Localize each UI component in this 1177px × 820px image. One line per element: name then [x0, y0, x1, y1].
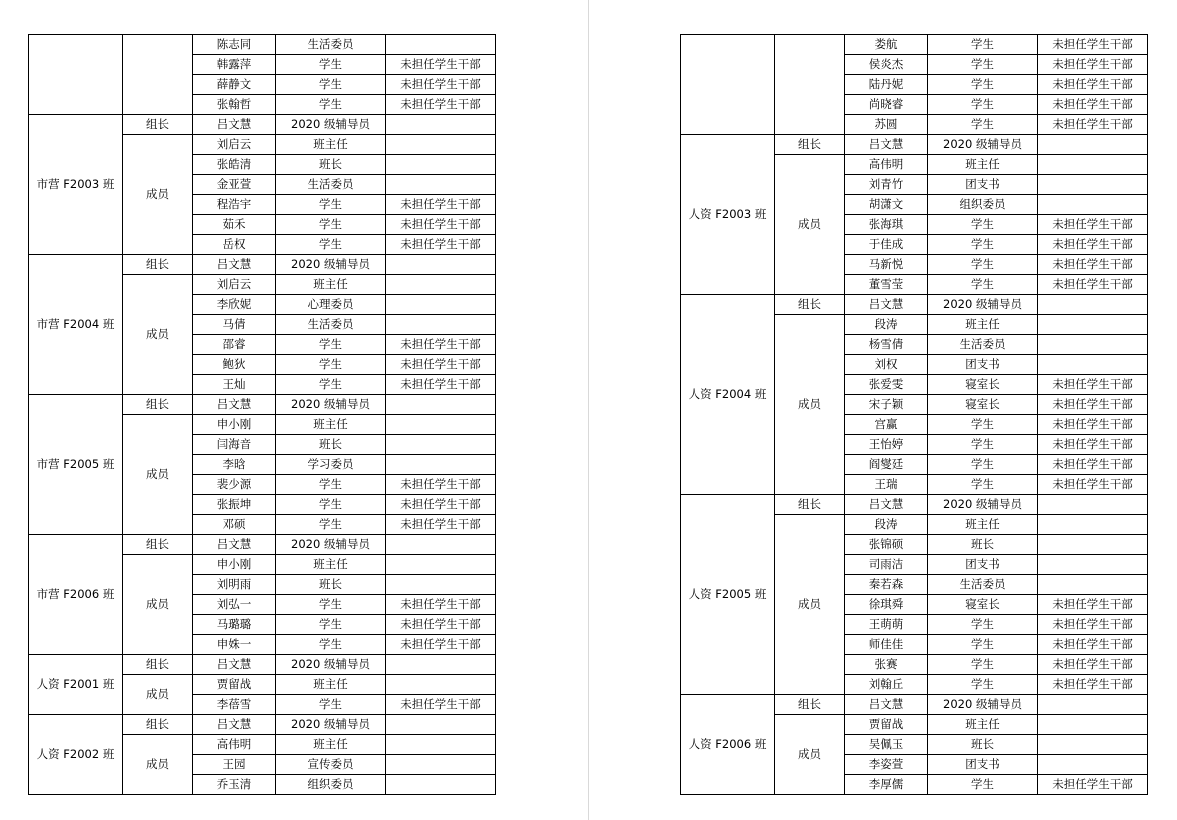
position-cell: 学生: [276, 355, 386, 375]
name-cell: 吕文慧: [845, 495, 928, 515]
note-cell: [1038, 695, 1148, 715]
name-cell: 尚晓睿: [845, 95, 928, 115]
note-cell: 未担任学生干部: [1038, 615, 1148, 635]
position-cell: 学生: [276, 615, 386, 635]
position-cell: 学生: [928, 75, 1038, 95]
class-name-cell: 人资 F2001 班: [29, 655, 123, 715]
name-cell: 吕文慧: [845, 695, 928, 715]
name-cell: 刘启云: [193, 275, 276, 295]
name-cell: 刘权: [845, 355, 928, 375]
position-cell: 生活委员: [276, 35, 386, 55]
position-cell: 学生: [276, 235, 386, 255]
name-cell: 张爱雯: [845, 375, 928, 395]
table-row: [29, 255, 496, 275]
name-cell: 裴少源: [193, 475, 276, 495]
position-cell: 班主任: [276, 135, 386, 155]
note-cell: [1038, 175, 1148, 195]
position-cell: 班主任: [928, 715, 1038, 735]
name-cell: 吕文慧: [193, 535, 276, 555]
note-cell: 未担任学生干部: [386, 195, 496, 215]
note-cell: [1038, 495, 1148, 515]
position-cell: 学生: [276, 515, 386, 535]
position-cell: 团支书: [928, 175, 1038, 195]
name-cell: 乔玉清: [193, 775, 276, 795]
position-cell: 学生: [928, 275, 1038, 295]
position-cell: 班长: [928, 735, 1038, 755]
class-name-cell: 人资 F2004 班: [681, 295, 775, 495]
name-cell: 张振坤: [193, 495, 276, 515]
document-page-right: [589, 0, 1177, 820]
position-cell: 学生: [928, 635, 1038, 655]
class-name-cell: 人资 F2002 班: [29, 715, 123, 795]
position-cell: 学生: [928, 455, 1038, 475]
position-cell: 寝室长: [928, 375, 1038, 395]
position-cell: 2020 级辅导员: [276, 655, 386, 675]
role-label-cell: 组长: [123, 535, 193, 555]
position-cell: 学生: [928, 235, 1038, 255]
position-cell: 2020 级辅导员: [928, 495, 1038, 515]
note-cell: 未担任学生干部: [386, 595, 496, 615]
name-cell: 王怡婷: [845, 435, 928, 455]
note-cell: [386, 715, 496, 735]
class-name-cell: 人资 F2003 班: [681, 135, 775, 295]
name-cell: 陆丹妮: [845, 75, 928, 95]
table-row: [29, 35, 496, 55]
name-cell: 李蓓雪: [193, 695, 276, 715]
position-cell: 学生: [928, 615, 1038, 635]
role-label-cell: 成员: [123, 275, 193, 395]
name-cell: 徐琪舜: [845, 595, 928, 615]
name-cell: 宋子颖: [845, 395, 928, 415]
position-cell: 学生: [928, 435, 1038, 455]
name-cell: 邓硕: [193, 515, 276, 535]
note-cell: [386, 175, 496, 195]
class-roster-table: [28, 34, 496, 795]
position-cell: 生活委员: [276, 175, 386, 195]
name-cell: 吕文慧: [193, 715, 276, 735]
name-cell: 李姿萱: [845, 755, 928, 775]
class-name-cell: [681, 35, 775, 135]
note-cell: 未担任学生干部: [1038, 275, 1148, 295]
role-label-cell: 成员: [123, 555, 193, 655]
note-cell: [386, 675, 496, 695]
note-cell: [1038, 155, 1148, 175]
name-cell: 李欣妮: [193, 295, 276, 315]
note-cell: 未担任学生干部: [386, 475, 496, 495]
name-cell: 张皓清: [193, 155, 276, 175]
position-cell: 班主任: [276, 555, 386, 575]
position-cell: 学生: [928, 415, 1038, 435]
note-cell: [386, 435, 496, 455]
note-cell: 未担任学生干部: [386, 615, 496, 635]
position-cell: 2020 级辅导员: [276, 395, 386, 415]
position-cell: 班长: [276, 575, 386, 595]
name-cell: 高伟明: [845, 155, 928, 175]
position-cell: 班长: [928, 535, 1038, 555]
table-row: [681, 35, 1148, 55]
position-cell: 班长: [276, 435, 386, 455]
name-cell: 王园: [193, 755, 276, 775]
note-cell: [1038, 195, 1148, 215]
name-cell: 张海琪: [845, 215, 928, 235]
role-label-cell: 组长: [123, 115, 193, 135]
class-roster-table: [680, 34, 1148, 795]
note-cell: 未担任学生干部: [386, 695, 496, 715]
name-cell: 侯炎杰: [845, 55, 928, 75]
table-row: [681, 695, 1148, 715]
note-cell: [1038, 715, 1148, 735]
note-cell: [386, 775, 496, 795]
name-cell: 闫海音: [193, 435, 276, 455]
position-cell: 学生: [276, 695, 386, 715]
note-cell: [386, 415, 496, 435]
note-cell: [386, 315, 496, 335]
name-cell: 马倩: [193, 315, 276, 335]
name-cell: 韩露萍: [193, 55, 276, 75]
note-cell: 未担任学生干部: [1038, 55, 1148, 75]
role-label-cell: 组长: [123, 715, 193, 735]
role-label-cell: [123, 35, 193, 115]
note-cell: [386, 455, 496, 475]
role-label-cell: 组长: [123, 395, 193, 415]
position-cell: 学生: [276, 635, 386, 655]
class-name-cell: 市营 F2004 班: [29, 255, 123, 395]
name-cell: 吕文慧: [193, 395, 276, 415]
note-cell: 未担任学生干部: [1038, 415, 1148, 435]
position-cell: 学生: [276, 195, 386, 215]
name-cell: 马璐璐: [193, 615, 276, 635]
position-cell: 组织委员: [928, 195, 1038, 215]
note-cell: 未担任学生干部: [386, 495, 496, 515]
class-name-cell: 人资 F2006 班: [681, 695, 775, 795]
position-cell: 班主任: [276, 675, 386, 695]
class-name-cell: 市营 F2006 班: [29, 535, 123, 655]
name-cell: 王萌萌: [845, 615, 928, 635]
name-cell: 贾留战: [845, 715, 928, 735]
position-cell: 学生: [276, 75, 386, 95]
name-cell: 张翰哲: [193, 95, 276, 115]
position-cell: 2020 级辅导员: [276, 715, 386, 735]
name-cell: 邵睿: [193, 335, 276, 355]
note-cell: 未担任学生干部: [386, 635, 496, 655]
role-label-cell: 成员: [123, 735, 193, 795]
position-cell: 团支书: [928, 355, 1038, 375]
role-label-cell: 成员: [775, 515, 845, 695]
position-cell: 团支书: [928, 755, 1038, 775]
position-cell: 学生: [928, 655, 1038, 675]
note-cell: [386, 575, 496, 595]
position-cell: 寝室长: [928, 595, 1038, 615]
role-label-cell: 组长: [775, 495, 845, 515]
note-cell: 未担任学生干部: [1038, 475, 1148, 495]
position-cell: 学习委员: [276, 455, 386, 475]
position-cell: 生活委员: [928, 575, 1038, 595]
name-cell: 王灿: [193, 375, 276, 395]
note-cell: 未担任学生干部: [386, 375, 496, 395]
position-cell: 班主任: [928, 515, 1038, 535]
name-cell: 茹禾: [193, 215, 276, 235]
position-cell: 学生: [928, 95, 1038, 115]
position-cell: 学生: [928, 255, 1038, 275]
table-row: [681, 295, 1148, 315]
name-cell: 师佳佳: [845, 635, 928, 655]
table-row: [29, 715, 496, 735]
table-row: [681, 135, 1148, 155]
position-cell: 2020 级辅导员: [928, 295, 1038, 315]
position-cell: 学生: [928, 675, 1038, 695]
position-cell: 学生: [276, 495, 386, 515]
note-cell: [1038, 315, 1148, 335]
position-cell: 2020 级辅导员: [928, 135, 1038, 155]
name-cell: 苏圆: [845, 115, 928, 135]
name-cell: 王瑞: [845, 475, 928, 495]
position-cell: 班主任: [276, 275, 386, 295]
name-cell: 金亚萱: [193, 175, 276, 195]
note-cell: [386, 755, 496, 775]
note-cell: 未担任学生干部: [1038, 775, 1148, 795]
note-cell: 未担任学生干部: [386, 235, 496, 255]
note-cell: [1038, 335, 1148, 355]
name-cell: 刘翰丘: [845, 675, 928, 695]
table-row: [681, 495, 1148, 515]
name-cell: 李厚儒: [845, 775, 928, 795]
position-cell: 学生: [928, 35, 1038, 55]
position-cell: 学生: [928, 55, 1038, 75]
position-cell: 班主任: [928, 155, 1038, 175]
role-label-cell: [775, 35, 845, 135]
role-label-cell: 组长: [775, 295, 845, 315]
table-row: [29, 655, 496, 675]
note-cell: [386, 295, 496, 315]
note-cell: [386, 735, 496, 755]
note-cell: 未担任学生干部: [1038, 115, 1148, 135]
note-cell: [386, 255, 496, 275]
name-cell: 刘弘一: [193, 595, 276, 615]
note-cell: [1038, 295, 1148, 315]
name-cell: 秦若森: [845, 575, 928, 595]
position-cell: 班主任: [276, 735, 386, 755]
note-cell: 未担任学生干部: [1038, 395, 1148, 415]
note-cell: 未担任学生干部: [1038, 675, 1148, 695]
note-cell: [386, 275, 496, 295]
class-name-cell: 市营 F2003 班: [29, 115, 123, 255]
position-cell: 2020 级辅导员: [276, 255, 386, 275]
class-name-cell: [29, 35, 123, 115]
note-cell: 未担任学生干部: [1038, 455, 1148, 475]
position-cell: 2020 级辅导员: [928, 695, 1038, 715]
role-label-cell: 成员: [123, 675, 193, 715]
note-cell: 未担任学生干部: [1038, 35, 1148, 55]
note-cell: 未担任学生干部: [1038, 375, 1148, 395]
name-cell: 张赛: [845, 655, 928, 675]
position-cell: 学生: [276, 95, 386, 115]
position-cell: 寝室长: [928, 395, 1038, 415]
note-cell: [1038, 355, 1148, 375]
name-cell: 胡潇文: [845, 195, 928, 215]
role-label-cell: 组长: [123, 255, 193, 275]
name-cell: 吕文慧: [193, 115, 276, 135]
note-cell: [1038, 735, 1148, 755]
note-cell: 未担任学生干部: [386, 95, 496, 115]
name-cell: 吴佩玉: [845, 735, 928, 755]
name-cell: 段涛: [845, 315, 928, 335]
name-cell: 董雪莹: [845, 275, 928, 295]
name-cell: 马新悦: [845, 255, 928, 275]
name-cell: 刘启云: [193, 135, 276, 155]
position-cell: 组织委员: [276, 775, 386, 795]
name-cell: 于佳成: [845, 235, 928, 255]
position-cell: 班主任: [276, 415, 386, 435]
note-cell: 未担任学生干部: [1038, 595, 1148, 615]
document-page-left: [0, 0, 588, 820]
note-cell: [386, 395, 496, 415]
position-cell: 学生: [276, 375, 386, 395]
note-cell: 未担任学生干部: [386, 55, 496, 75]
role-label-cell: 成员: [775, 315, 845, 495]
role-label-cell: 组长: [775, 135, 845, 155]
note-cell: 未担任学生干部: [386, 515, 496, 535]
role-label-cell: 成员: [123, 415, 193, 535]
position-cell: 学生: [276, 475, 386, 495]
table-row: [29, 115, 496, 135]
position-cell: 学生: [928, 775, 1038, 795]
position-cell: 学生: [276, 215, 386, 235]
table-row: [29, 395, 496, 415]
note-cell: 未担任学生干部: [386, 75, 496, 95]
note-cell: 未担任学生干部: [1038, 435, 1148, 455]
name-cell: 吕文慧: [193, 655, 276, 675]
note-cell: 未担任学生干部: [1038, 75, 1148, 95]
position-cell: 学生: [928, 215, 1038, 235]
note-cell: [386, 115, 496, 135]
position-cell: 班主任: [928, 315, 1038, 335]
name-cell: 刘青竹: [845, 175, 928, 195]
note-cell: 未担任学生干部: [1038, 95, 1148, 115]
name-cell: 吕文慧: [193, 255, 276, 275]
name-cell: 程浩宇: [193, 195, 276, 215]
name-cell: 高伟明: [193, 735, 276, 755]
role-label-cell: 成员: [123, 135, 193, 255]
note-cell: [1038, 575, 1148, 595]
note-cell: 未担任学生干部: [386, 215, 496, 235]
note-cell: 未担任学生干部: [1038, 255, 1148, 275]
note-cell: [386, 35, 496, 55]
name-cell: 吕文慧: [845, 295, 928, 315]
name-cell: 段涛: [845, 515, 928, 535]
position-cell: 团支书: [928, 555, 1038, 575]
role-label-cell: 组长: [123, 655, 193, 675]
position-cell: 2020 级辅导员: [276, 535, 386, 555]
note-cell: [1038, 555, 1148, 575]
note-cell: [1038, 755, 1148, 775]
name-cell: 司雨洁: [845, 555, 928, 575]
role-label-cell: 成员: [775, 155, 845, 295]
note-cell: [1038, 515, 1148, 535]
note-cell: [1038, 535, 1148, 555]
position-cell: 学生: [276, 595, 386, 615]
note-cell: [386, 135, 496, 155]
role-label-cell: 组长: [775, 695, 845, 715]
name-cell: 宫赢: [845, 415, 928, 435]
note-cell: [1038, 135, 1148, 155]
role-label-cell: 成员: [775, 715, 845, 795]
note-cell: 未担任学生干部: [1038, 215, 1148, 235]
name-cell: 杨雪倩: [845, 335, 928, 355]
name-cell: 薛静文: [193, 75, 276, 95]
position-cell: 学生: [928, 475, 1038, 495]
name-cell: 吕文慧: [845, 135, 928, 155]
note-cell: [386, 535, 496, 555]
note-cell: [386, 555, 496, 575]
name-cell: 岳权: [193, 235, 276, 255]
note-cell: 未担任学生干部: [1038, 655, 1148, 675]
name-cell: 申小刚: [193, 415, 276, 435]
name-cell: 鲍狄: [193, 355, 276, 375]
name-cell: 娄航: [845, 35, 928, 55]
position-cell: 生活委员: [928, 335, 1038, 355]
note-cell: 未担任学生干部: [386, 335, 496, 355]
note-cell: 未担任学生干部: [1038, 235, 1148, 255]
class-name-cell: 人资 F2005 班: [681, 495, 775, 695]
name-cell: 李晗: [193, 455, 276, 475]
note-cell: [386, 155, 496, 175]
note-cell: 未担任学生干部: [1038, 635, 1148, 655]
table-row: [29, 535, 496, 555]
name-cell: 陈志同: [193, 35, 276, 55]
name-cell: 贾留战: [193, 675, 276, 695]
position-cell: 宣传委员: [276, 755, 386, 775]
note-cell: 未担任学生干部: [386, 355, 496, 375]
position-cell: 班长: [276, 155, 386, 175]
name-cell: 刘明雨: [193, 575, 276, 595]
note-cell: [386, 655, 496, 675]
position-cell: 学生: [276, 55, 386, 75]
position-cell: 生活委员: [276, 315, 386, 335]
position-cell: 学生: [276, 335, 386, 355]
name-cell: 张锦硕: [845, 535, 928, 555]
position-cell: 心理委员: [276, 295, 386, 315]
position-cell: 2020 级辅导员: [276, 115, 386, 135]
name-cell: 申小刚: [193, 555, 276, 575]
position-cell: 学生: [928, 115, 1038, 135]
name-cell: 申姝一: [193, 635, 276, 655]
class-name-cell: 市营 F2005 班: [29, 395, 123, 535]
name-cell: 阎燮廷: [845, 455, 928, 475]
